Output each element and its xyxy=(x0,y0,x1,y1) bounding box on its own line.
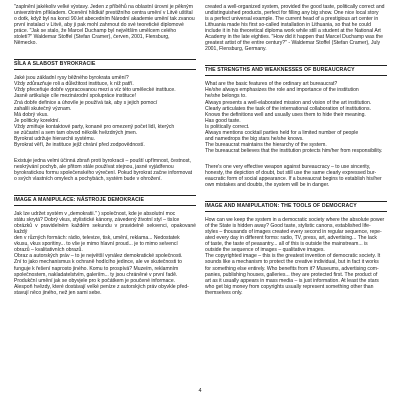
left-section2-heading: IMAGE A MANIPULACE: NÁSTROJE DEMOKRACIE xyxy=(14,195,196,206)
right-section1-heading: THE STRENGTHS AND WEAKNESSES OF BUREAUCRACY xyxy=(205,65,387,76)
left-section2-paragraph1: Jak lze udržet systém v „demokratii." ) společnost, kde je absolutní moc státu skrytá? Dobrý vkus, stylistické kánony, závedený životní styl – tisíce obrázků v pravidelném každém sekundu v pravidelně sekvenci, opakované každý den v různých formách: rádio, televize, tisk, umění, reklama... Nedostatek vkusu, vkus sporitiny... to vše je mimo hlavní proud... je to mimo selvencí obrazů – kvalitativních obrazů. Obraz a autorských práv – to je největší vynález demokratické společnosti. Zní to jako mechanismus k ochraně hodícího jedince, ale ve skutečnosti to funguje k řešení naprosto jiného. Komu to prospívá? Muzeím, reklamním společnostem, nakladatelstvím, galeriím... ty jsou chráněné v první řadě. Produkční umění jak se obyvjele pro k počátkem je poučené informace. Alespoň hvězdy, které dostávají velké peníze z autorských práv obyvkle před- stavují něco jiného, než jen sami sebe. xyxy=(14,211,196,296)
left-section1-heading: SÍLA A SLABOST BYROKRACIE xyxy=(14,59,196,70)
right-section2-paragraph1: How can we keep the system in a democratic society where the absolute power of the State is hidden away? Good taste, stylistic canons, established life- styles – thousands of images created every second in regular sequence, repe- ated every day in different forms: radio, TV, press, art, advertising... The lack of taste, the taste of peasantry... all of this is outside the mainstream... is outside the sequence of images – qualitative images. The copyrighted image – this is the greatest invention of democratic society. It sounds like a mechanism to protect the creative individual, but in fact it works for something else entirely. Who benefits from it? Museums, advertising com- panies, publishing houses, galleries... they are protected first. The product of art as it usually appears in mass media – is just information. At least the stars who get big money from copyrights usually represent something other than themselves only. xyxy=(205,217,385,296)
right-intro-paragraph: created a well-organized system, provided the good taste, politically correct and undistinguished products, perfect for filling any big show. One nice local story is a perfect universal example. The current head of a prestigious art center in Lithuania made his first so-called installation in Lithuania, so that he could include it in his theoretical diploma work while still a student at the National Art Academy in the late eighties. "How did it happen that Marcel Duchamp was the greatest artist of the entire century?" - Waldemar Stoffel (Stefan Cramer), July 2001, Flensburg, Germany. xyxy=(205,4,385,53)
left-intro-paragraph: "zaplnění jakékoliv velké výstavy. Jeden z příběhů na oblastní úrovni je pěkným univerzitním příkladem. Ocenění hlídkář prestižního centra umění v Litvě uštítal o dotk, když byl na konci 90.let abecedním Národní akademie umění tak zvanou první instalaci v Litvě, aby ji pak mohl zahrnout do své teoretické diplomové práce. "Jak se stalo, že Marcel Duchamp byl největším umělcem celého století?" Waldemar Stoffel (Stefan Cramer), červen, 2001, Flensburg, Německo. xyxy=(14,4,195,47)
right-section1-paragraph1: What are the basic features of the ordinary art bureaucrat? He/she always emphasizes the role and importance of the institution he/she belongs to. Always presents a well-elaborated mission and vision of the art institution. Clearly articulates the task of the international collaboration of institutions. Knows the definitions well and usually uses them to hide their meaning. Has good taste. Is politically correct. Always mentions cocktail parties held for a limited number of people and namedrops the big stars he/she knows. The bureaucrat maintains the hierarchy of the system. The bureaucrat believes that the institution protects him/her from responsibility. xyxy=(205,81,383,154)
right-section2-heading: IMAGE AND MANIPULATION: THE TOOLS OF DEMOCRACY xyxy=(205,201,387,212)
right-column-english xyxy=(205,4,387,296)
left-section1-paragraph1: Jaké jsou základní rysy běžného byrokrata umění? Vždy zdůrazňuje roli a důležitost instituce, k níž patří. Vždy přeceňuje dobře vypracovanou mezi a víz této umělecké instituce. Jasně artikuluje cíle mezinárodní spolupráce instituce! Zná dobře definice a úhovíle je používá tak, aby s jejich pomocí zahalili skutečný význam. Má dobrý vkus. Je politicky korektní. Vždy zmiňuje kontaktové party, konané pro omezený počet lidí, kterých se zúčastní a sem tam obvod několik hvězdných jmen. Byrokrat udržuje hierarchii systému. Byrokrat věří, že instituce jejíž chrání před zodpovědností. xyxy=(14,75,176,148)
left-section1-paragraph2: Existuje jedna velmi účinná zbraň proti byrokracii – pouští upřímnost, čestnost, neskrývání pochyb, ale přitom stále používat stejnou, jasné vyjádřenou byrokratickou formu společenského výrečení. Pokud byrokrat začne informovat o svých vlastních omylech a pochybách, systém bude v ohrožení. xyxy=(14,157,193,183)
left-column-czech xyxy=(14,4,196,296)
page-number: 4 xyxy=(198,388,202,394)
right-section1-paragraph2: There's one very effective weapon against bureaucracy – to use sincerity, honesty, the depiction of doubt, but still use the same clearly expressed bur- eaucratic form of social appearance. If a bureaucrat begins to establish his/her own mistakes and doubts, the system will be in danger. xyxy=(205,163,382,189)
